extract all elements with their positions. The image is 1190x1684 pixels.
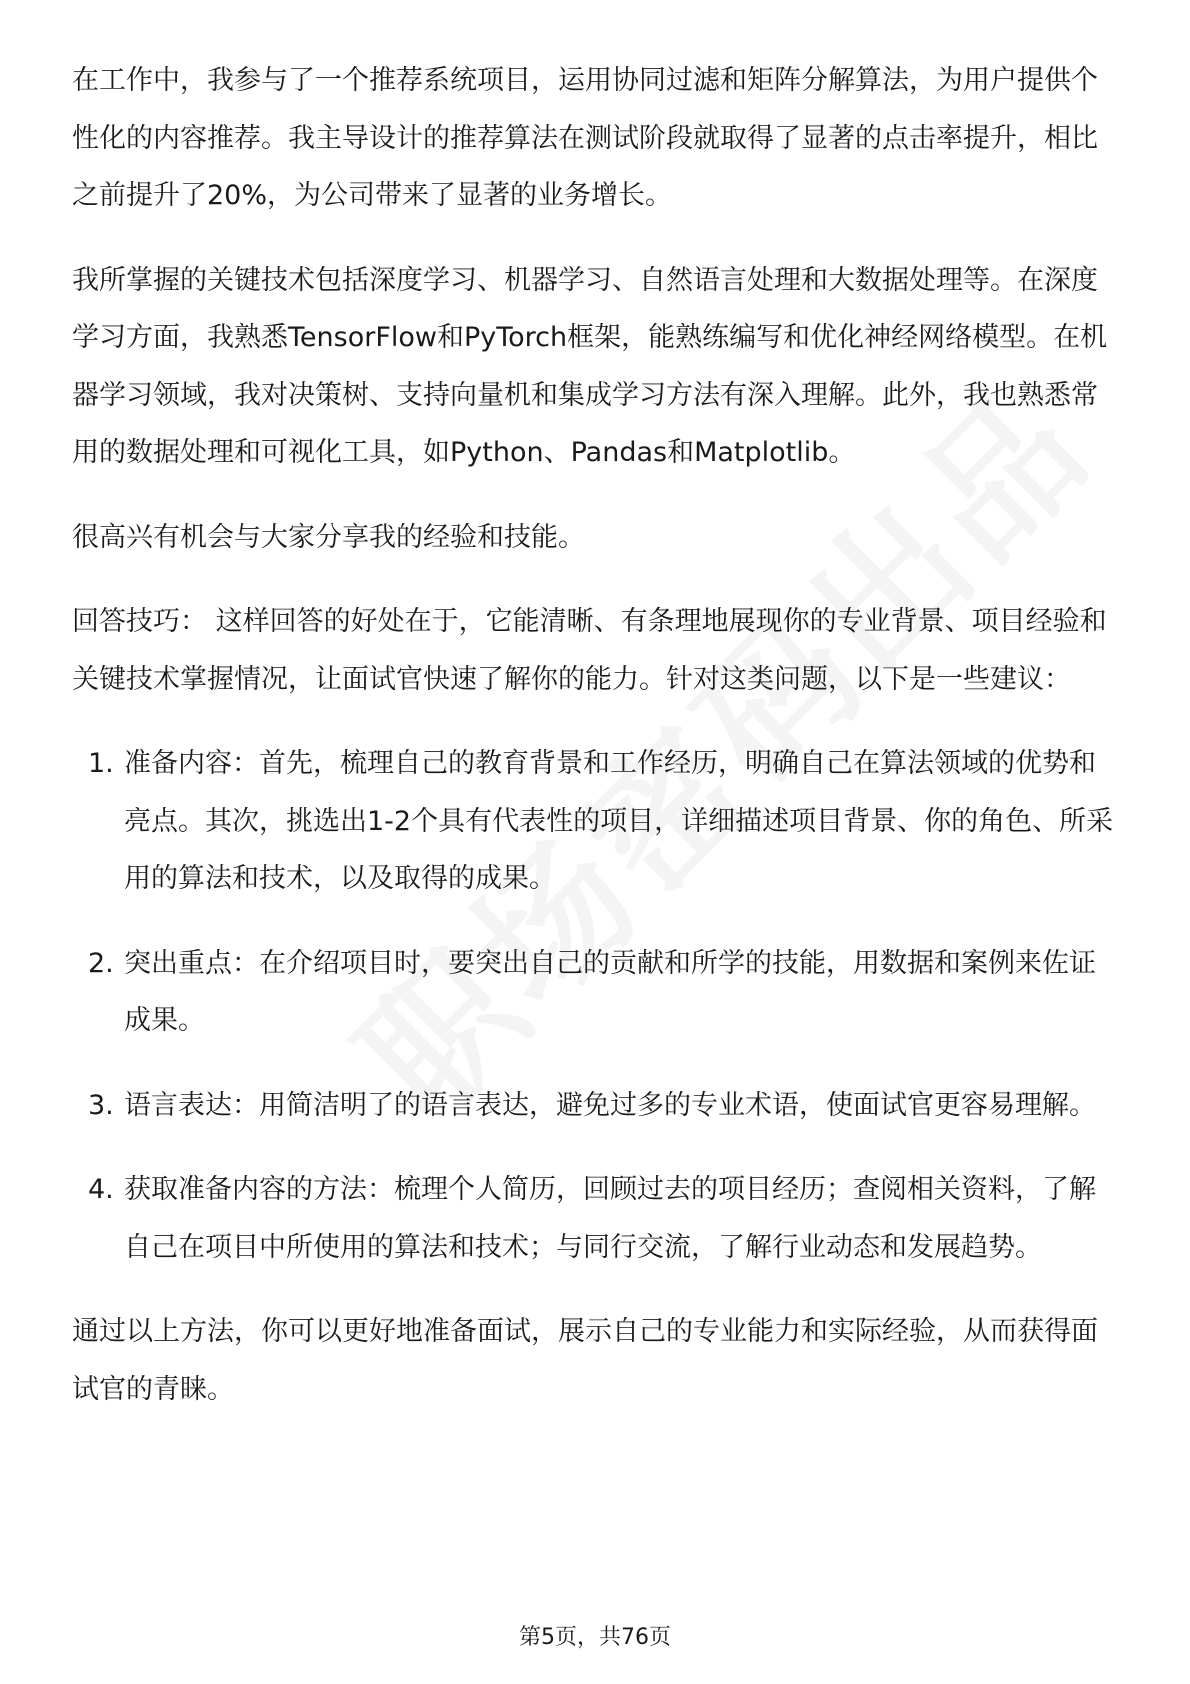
suggestion-list (72, 735, 1120, 1276)
paragraph-closing-remark: 很高兴有机会与大家分享我的经验和技能。 (72, 521, 585, 553)
list-item-text: 突出重点：在介绍项目时，要突出自己的贡献和所学的技能，用数据和案例来佐证成果。 (124, 947, 1096, 1036)
list-number: 1. (88, 748, 114, 779)
paragraph-project-experience: 在工作中，我参与了一个推荐系统项目，运用协同过滤和矩阵分解算法，为用户提供个性化的内容推荐。我主导设计的推荐算法在测试阶段就取得了显著的点击率提升，相比之前提升了20%，为公司带来了显著的业务增长。 (72, 65, 1098, 211)
list-number: 4. (88, 1174, 114, 1205)
list-item (72, 735, 1120, 908)
paragraph-conclusion: 通过以上方法，你可以更好地准备面试，展示自己的专业能力和实际经验，从而获得面试官的青睐。 (72, 1316, 1098, 1405)
list-number: 3. (88, 1089, 114, 1121)
list-item (72, 1161, 1120, 1276)
list-item-text: 准备内容：首先，梳理自己的教育背景和工作经历，明确自己在算法领域的优势和亮点。其次，挑选出1-2个具有代表性的项目，详细描述项目背景、你的角色、所采用的算法和技术，以及取得的成果。 (124, 748, 1114, 894)
list-item-text: 获取准备内容的方法：梳理个人简历，回顾过去的项目经历；查阅相关资料，了解自己在项目中所使用的算法和技术；与同行交流，了解行业动态和发展趋势。 (124, 1174, 1096, 1263)
list-item (72, 1077, 1120, 1135)
paragraph-key-skills: 我所掌握的关键技术包括深度学习、机器学习、自然语言处理和大数据处理等。在深度学习方面，我熟悉TensorFlow和PyTorch框架，能熟练编写和优化神经网络模型。在机器学习领域，我对决策树、支持向量机和集成学习方法有深入理解。此外，我也熟悉常用的数据处理和可视化工具，如Python、Pandas和Matplotlib。 (72, 264, 1108, 468)
list-item-text: 语言表达：用简洁明了的语言表达，避免过多的专业术语，使面试官更容易理解。 (124, 1089, 1096, 1121)
list-item (72, 935, 1120, 1050)
paragraph-answer-tips: 回答技巧： 这样回答的好处在于，它能清晰、有条理地展现你的专业背景、项目经验和关键技术掌握情况，让面试官快速了解你的能力。针对这类问题，以下是一些建议： (72, 606, 1107, 695)
page-number: 第5页，共76页 (519, 1625, 671, 1650)
list-number: 2. (88, 947, 114, 979)
document-body (72, 52, 1120, 1445)
